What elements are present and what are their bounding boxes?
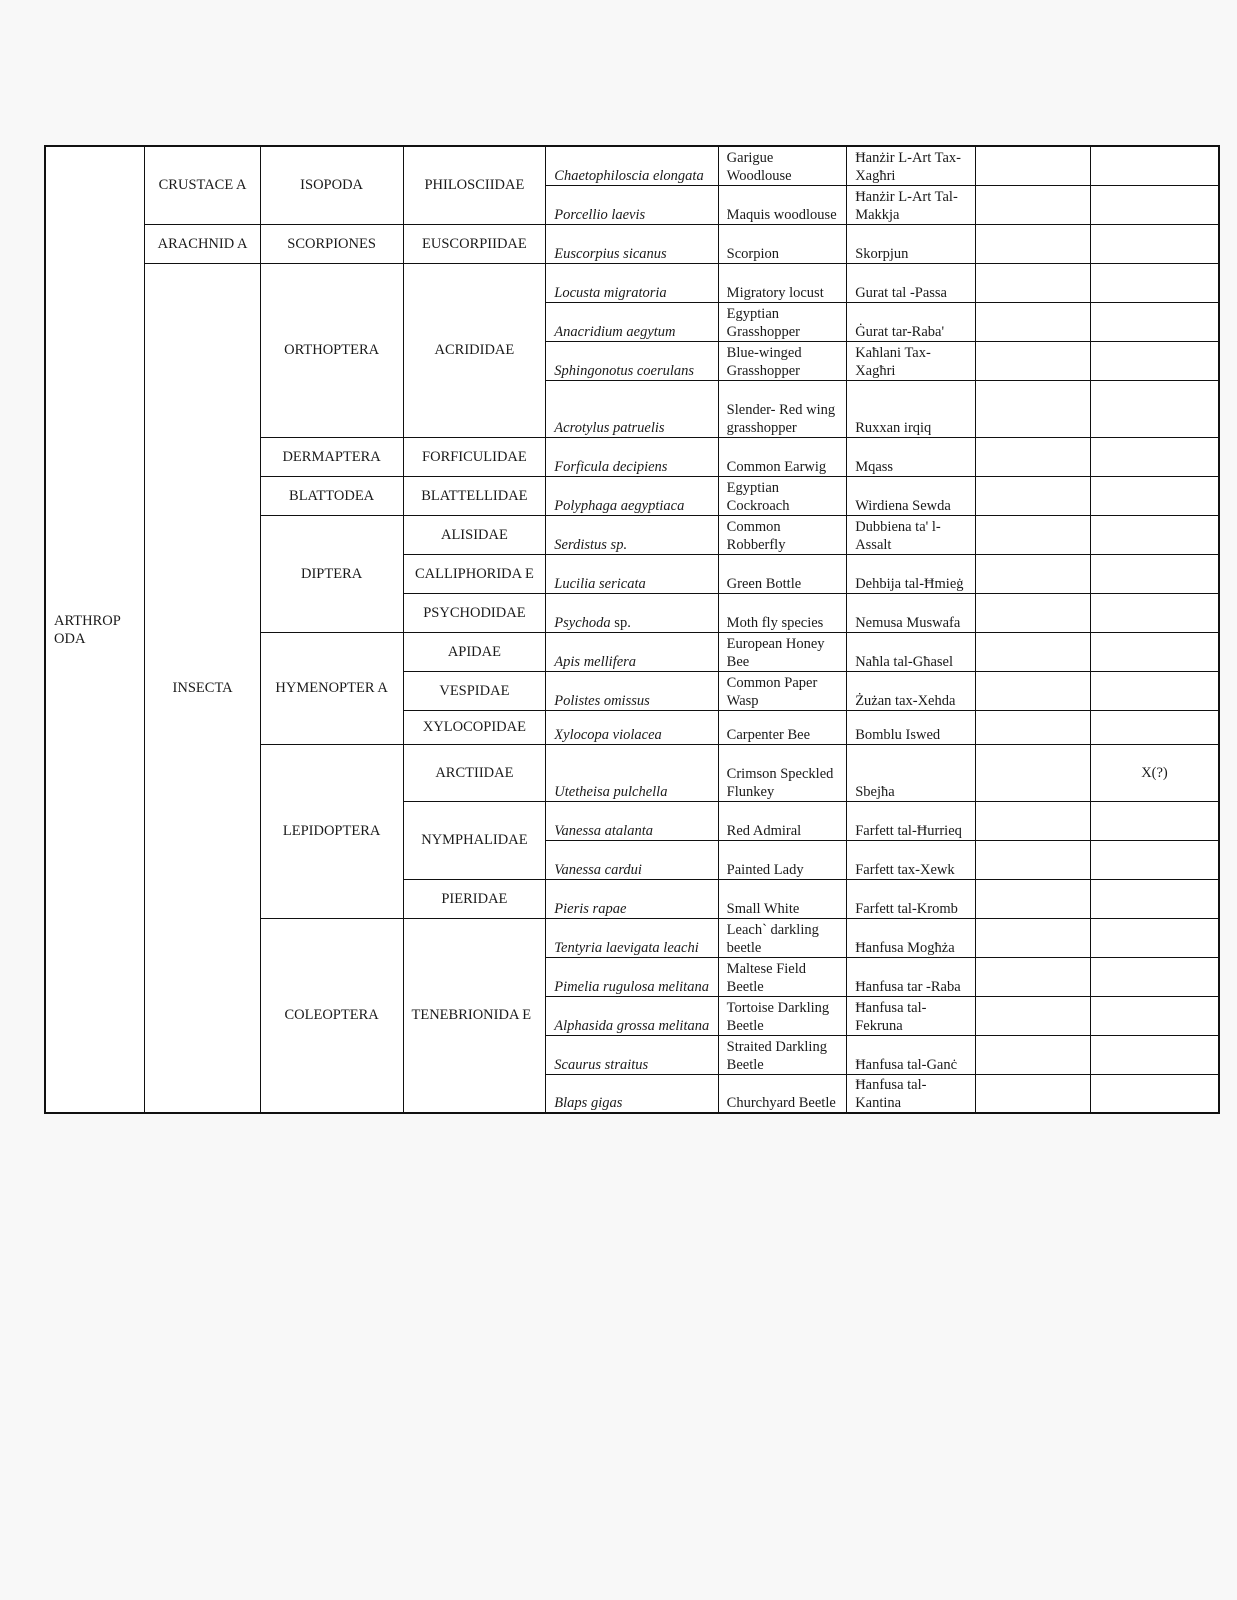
maltese-name-cell: Kaħlani Tax-Xagħri [847, 341, 976, 380]
order-cell-scorpiones: SCORPIONES [260, 224, 403, 263]
common-name-cell: Egyptian Cockroach [718, 476, 847, 515]
maltese-name-cell: Wirdiena Sewda [847, 476, 976, 515]
family-cell-calliphoridae: CALLIPHORIDA E [403, 554, 546, 593]
extra-cell [1090, 146, 1219, 185]
class-cell-arachnida: ARACHNID A [145, 224, 260, 263]
family-cell-arctiidae: ARCTIIDAE [403, 744, 546, 801]
species-suffix: sp. [610, 614, 631, 631]
family-cell-alisidae: ALISIDAE [403, 515, 546, 554]
common-name-cell: Maltese Field Beetle [718, 957, 847, 996]
maltese-name-cell: Ġurat tar-Raba' [847, 302, 976, 341]
maltese-name-cell: Naħla tal-Għasel [847, 632, 976, 671]
maltese-name-cell: Ħanfusa tal-Kantina [847, 1074, 976, 1113]
common-name-cell: Scorpion [718, 224, 847, 263]
species-cell: Blaps gigas [546, 1074, 718, 1113]
extra-cell [975, 918, 1090, 957]
maltese-name-cell: Gurat tal -Passa [847, 263, 976, 302]
extra-cell [975, 593, 1090, 632]
extra-cell [975, 263, 1090, 302]
family-cell-psychodidae: PSYCHODIDAE [403, 593, 546, 632]
order-cell-orthoptera: ORTHOPTERA [260, 263, 403, 437]
species-cell: Apis mellifera [546, 632, 718, 671]
extra-cell [975, 515, 1090, 554]
extra-cell [975, 879, 1090, 918]
common-name-cell: Common Robberfly [718, 515, 847, 554]
extra-cell [1090, 185, 1219, 224]
extra-cell [1090, 1074, 1219, 1113]
common-name-cell: Carpenter Bee [718, 710, 847, 744]
extra-cell [975, 437, 1090, 476]
common-name-cell: Slender- Red wing grasshopper [718, 380, 847, 437]
table-row [45, 224, 1219, 263]
species-cell: Pieris rapae [546, 879, 718, 918]
extra-cell [1090, 437, 1219, 476]
extra-cell [1090, 593, 1219, 632]
species-cell: Acrotylus patruelis [546, 380, 718, 437]
species-cell: Sphingonotus coerulans [546, 341, 718, 380]
species-cell: Locusta migratoria [546, 263, 718, 302]
extra-cell: X(?) [1090, 744, 1219, 801]
common-name-cell: Common Earwig [718, 437, 847, 476]
species-cell: Pimelia rugulosa melitana [546, 957, 718, 996]
species-cell: Porcellio laevis [546, 185, 718, 224]
table-row [45, 146, 1219, 185]
common-name-cell: Leach` darkling beetle [718, 918, 847, 957]
order-cell-isopoda: ISOPODA [260, 146, 403, 224]
extra-cell [975, 710, 1090, 744]
species-cell: Serdistus sp. [546, 515, 718, 554]
species-cell: Vanessa cardui [546, 840, 718, 879]
extra-cell [975, 224, 1090, 263]
extra-cell [1090, 632, 1219, 671]
extra-cell [1090, 840, 1219, 879]
maltese-name-cell: Mqass [847, 437, 976, 476]
maltese-name-cell: Ħanżir L-Art Tax-Xagħri [847, 146, 976, 185]
family-cell-apidae: APIDAE [403, 632, 546, 671]
extra-cell [1090, 224, 1219, 263]
maltese-name-cell: Nemusa Muswafa [847, 593, 976, 632]
order-cell-coleoptera: COLEOPTERA [260, 918, 403, 1113]
common-name-cell: Crimson Speckled Flunkey [718, 744, 847, 801]
family-cell-acrididae: ACRIDIDAE [403, 263, 546, 437]
maltese-name-cell: Ħanfusa tal-Ganċ [847, 1035, 976, 1074]
species-cell: Scaurus straitus [546, 1035, 718, 1074]
common-name-cell: Tortoise Darkling Beetle [718, 996, 847, 1035]
extra-cell [975, 840, 1090, 879]
species-cell: Lucilia sericata [546, 554, 718, 593]
species-cell: Utetheisa pulchella [546, 744, 718, 801]
family-cell-pieridae: PIERIDAE [403, 879, 546, 918]
extra-cell [975, 671, 1090, 710]
extra-cell [1090, 476, 1219, 515]
common-name-cell: Small White [718, 879, 847, 918]
extra-cell [1090, 515, 1219, 554]
extra-cell [975, 341, 1090, 380]
class-cell-insecta: INSECTA [145, 263, 260, 1113]
maltese-name-cell: Dubbiena ta' l-Assalt [847, 515, 976, 554]
extra-cell [1090, 380, 1219, 437]
class-cell-crustacea: CRUSTACE A [145, 146, 260, 224]
family-cell-nymphalidae: NYMPHALIDAE [403, 801, 546, 879]
maltese-name-cell: Dehbija tal-Ħmieġ [847, 554, 976, 593]
species-cell: Polistes omissus [546, 671, 718, 710]
maltese-name-cell: Bomblu Iswed [847, 710, 976, 744]
common-name-cell: Egyptian Grasshopper [718, 302, 847, 341]
order-cell-hymenoptera: HYMENOPTER A [260, 632, 403, 744]
common-name-cell: Common Paper Wasp [718, 671, 847, 710]
family-cell-blattellidae: BLATTELLIDAE [403, 476, 546, 515]
extra-cell [1090, 302, 1219, 341]
species-name: Psychoda [554, 614, 611, 631]
common-name-cell: Churchyard Beetle [718, 1074, 847, 1113]
maltese-name-cell: Ħanfusa Mogħża [847, 918, 976, 957]
taxonomy-table [44, 145, 1220, 1114]
extra-cell [1090, 918, 1219, 957]
common-name-cell: Green Bottle [718, 554, 847, 593]
common-name-cell: Garigue Woodlouse [718, 146, 847, 185]
species-cell: Tentyria laevigata leachi [546, 918, 718, 957]
family-cell-euscorpiidae: EUSCORPIIDAE [403, 224, 546, 263]
maltese-name-cell: Sbejħa [847, 744, 976, 801]
common-name-cell: Blue-winged Grasshopper [718, 341, 847, 380]
extra-cell [975, 957, 1090, 996]
extra-cell [1090, 1035, 1219, 1074]
extra-cell [975, 476, 1090, 515]
maltese-name-cell: Żużan tax-Xehda [847, 671, 976, 710]
order-cell-dermaptera: DERMAPTERA [260, 437, 403, 476]
extra-cell [975, 632, 1090, 671]
species-cell: Polyphaga aegyptiaca [546, 476, 718, 515]
species-cell: Chaetophiloscia elongata [546, 146, 718, 185]
extra-cell [975, 1035, 1090, 1074]
order-cell-lepidoptera: LEPIDOPTERA [260, 744, 403, 918]
species-cell: Xylocopa violacea [546, 710, 718, 744]
species-cell [546, 593, 718, 632]
family-cell-philosciidae: PHILOSCIIDAE [403, 146, 546, 224]
extra-cell [975, 801, 1090, 840]
maltese-name-cell: Ruxxan irqiq [847, 380, 976, 437]
common-name-cell: European Honey Bee [718, 632, 847, 671]
species-cell: Vanessa atalanta [546, 801, 718, 840]
maltese-name-cell: Farfett tax-Xewk [847, 840, 976, 879]
extra-cell [975, 554, 1090, 593]
maltese-name-cell: Skorpjun [847, 224, 976, 263]
extra-cell [1090, 554, 1219, 593]
maltese-name-cell: Ħanfusa tar -Raba [847, 957, 976, 996]
common-name-cell: Moth fly species [718, 593, 847, 632]
order-cell-diptera: DIPTERA [260, 515, 403, 632]
common-name-cell: Maquis woodlouse [718, 185, 847, 224]
extra-cell [1090, 996, 1219, 1035]
extra-cell [1090, 710, 1219, 744]
extra-cell [1090, 879, 1219, 918]
species-cell: Forficula decipiens [546, 437, 718, 476]
extra-cell [975, 380, 1090, 437]
extra-cell [975, 302, 1090, 341]
extra-cell [1090, 671, 1219, 710]
extra-cell [975, 185, 1090, 224]
family-cell-xylocopidae: XYLOCOPIDAE [403, 710, 546, 744]
common-name-cell: Painted Lady [718, 840, 847, 879]
family-cell-tenebrionidae: TENEBRIONIDA E [403, 918, 546, 1113]
maltese-name-cell: Ħanfusa tal-Fekruna [847, 996, 976, 1035]
species-cell: Anacridium aegytum [546, 302, 718, 341]
family-cell-vespidae: VESPIDAE [403, 671, 546, 710]
extra-cell [975, 996, 1090, 1035]
maltese-name-cell: Farfett tal-Kromb [847, 879, 976, 918]
phylum-cell: ARTHROP ODA [45, 146, 145, 1113]
maltese-name-cell: Farfett tal-Ħurrieq [847, 801, 976, 840]
extra-cell [975, 146, 1090, 185]
order-cell-blattodea: BLATTODEA [260, 476, 403, 515]
extra-cell [1090, 341, 1219, 380]
maltese-name-cell: Ħanżir L-Art Tal-Makkja [847, 185, 976, 224]
common-name-cell: Straited Darkling Beetle [718, 1035, 847, 1074]
common-name-cell: Migratory locust [718, 263, 847, 302]
extra-cell [975, 744, 1090, 801]
table-row [45, 263, 1219, 302]
species-cell: Euscorpius sicanus [546, 224, 718, 263]
common-name-cell: Red Admiral [718, 801, 847, 840]
extra-cell [1090, 957, 1219, 996]
extra-cell [975, 1074, 1090, 1113]
extra-cell [1090, 263, 1219, 302]
species-cell: Alphasida grossa melitana [546, 996, 718, 1035]
extra-cell [1090, 801, 1219, 840]
family-cell-forficulidae: FORFICULIDAE [403, 437, 546, 476]
